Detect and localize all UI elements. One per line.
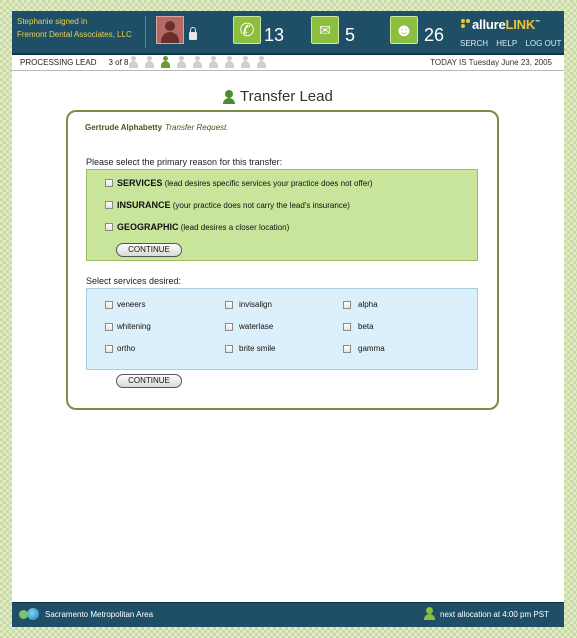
logout-link[interactable]: LOG OUT	[525, 39, 562, 48]
gamma-checkbox[interactable]	[343, 345, 351, 353]
services-continue-button[interactable]: CONTINUE	[116, 374, 182, 388]
waterlase-checkbox[interactable]	[225, 323, 233, 331]
lead-name: Gertrude Alphabetty	[85, 123, 163, 132]
beta-checkbox[interactable]	[343, 323, 351, 331]
top-header: Stephanie signed in Fremont Dental Associates, LLC ✆ 13 ✉ 5 ☻ 26 allureLINK™ SERCH HELP LOG OUT	[12, 11, 564, 55]
reason-continue-button[interactable]: CONTINUE	[116, 243, 182, 257]
today-date: TODAY IS Tuesday June 23, 2005	[430, 58, 552, 67]
whitening-label: whitening	[117, 322, 151, 331]
transfer-form-card	[66, 110, 499, 410]
queue-lead-1[interactable]	[128, 56, 139, 68]
footer-bar	[12, 602, 564, 627]
ortho-checkbox[interactable]	[105, 345, 113, 353]
services-prompt: Select services desired:	[86, 276, 182, 286]
alpha-label: alpha	[358, 300, 378, 309]
service-area: Sacramento Metropolitan Area	[45, 610, 154, 619]
services-reason-checkbox[interactable]	[105, 179, 113, 187]
invisalign-label: invisalign	[239, 300, 272, 309]
queue-lead-8[interactable]	[240, 56, 251, 68]
services-panel	[86, 288, 478, 370]
globe-icon	[19, 607, 41, 621]
phone-icon[interactable]: ✆	[233, 16, 261, 44]
reason-panel	[86, 169, 478, 261]
queue-lead-2[interactable]	[144, 56, 155, 68]
lead-position: 3 of 8	[108, 58, 129, 67]
page-title: Transfer Lead	[240, 88, 333, 105]
leads-count: 26	[424, 25, 445, 45]
queue-lead-3-current[interactable]	[160, 56, 171, 68]
queue-lead-9[interactable]	[256, 56, 267, 68]
search-link[interactable]: SERCH	[460, 39, 489, 48]
insurance-reason-label: INSURANCE (your practice does not carry the lead's insurance)	[117, 200, 350, 210]
app-frame	[12, 11, 564, 626]
request-type: Transfer Request.	[165, 123, 229, 132]
gamma-label: gamma	[358, 344, 385, 353]
help-link[interactable]: HELP	[496, 39, 518, 48]
geographic-reason-checkbox[interactable]	[105, 223, 113, 231]
beta-label: beta	[358, 322, 374, 331]
envelope-icon[interactable]: ✉	[311, 16, 339, 44]
logo-dots-icon	[461, 19, 471, 29]
invisalign-checkbox[interactable]	[225, 301, 233, 309]
lock-icon	[189, 32, 197, 40]
brite-smile-checkbox[interactable]	[225, 345, 233, 353]
queue-lead-7[interactable]	[224, 56, 235, 68]
reason-prompt: Please select the primary reason for this transfer:	[86, 157, 283, 167]
queue-lead-5[interactable]	[192, 56, 203, 68]
lead-photo[interactable]	[156, 16, 184, 44]
brite-smile-label: brite smile	[239, 344, 276, 353]
signed-in-name: Stephanie signed in	[17, 17, 88, 26]
alpha-checkbox[interactable]	[343, 301, 351, 309]
header-divider	[145, 16, 146, 48]
queue-lead-4[interactable]	[176, 56, 187, 68]
veneers-label: veneers	[117, 300, 146, 309]
queue-lead-6[interactable]	[208, 56, 219, 68]
insurance-reason-checkbox[interactable]	[105, 201, 113, 209]
geographic-reason-label: GEOGRAPHIC (lead desires a closer location)	[117, 222, 290, 232]
people-group-icon[interactable]: ☻	[390, 16, 418, 44]
whitening-checkbox[interactable]	[105, 323, 113, 331]
top-navigation	[460, 39, 567, 48]
practice-name: Fremont Dental Associates, LLC	[17, 30, 132, 39]
message-count: 5	[345, 25, 356, 45]
processing-label: PROCESSING LEAD 3 of 8	[20, 58, 129, 67]
processing-status-bar	[12, 55, 564, 71]
request-heading	[85, 123, 228, 132]
transfer-person-icon	[223, 90, 235, 104]
allocation-person-icon	[423, 607, 435, 621]
ortho-label: ortho	[117, 344, 136, 353]
veneers-checkbox[interactable]	[105, 301, 113, 309]
phone-count: 13	[264, 25, 285, 45]
services-reason-label: SERVICES (lead desires specific services your practice does not offer)	[117, 178, 373, 188]
waterlase-label: waterlase	[239, 322, 274, 331]
signed-in-user	[17, 15, 132, 41]
next-allocation: next allocation at 4:00 pm PST	[440, 610, 549, 619]
